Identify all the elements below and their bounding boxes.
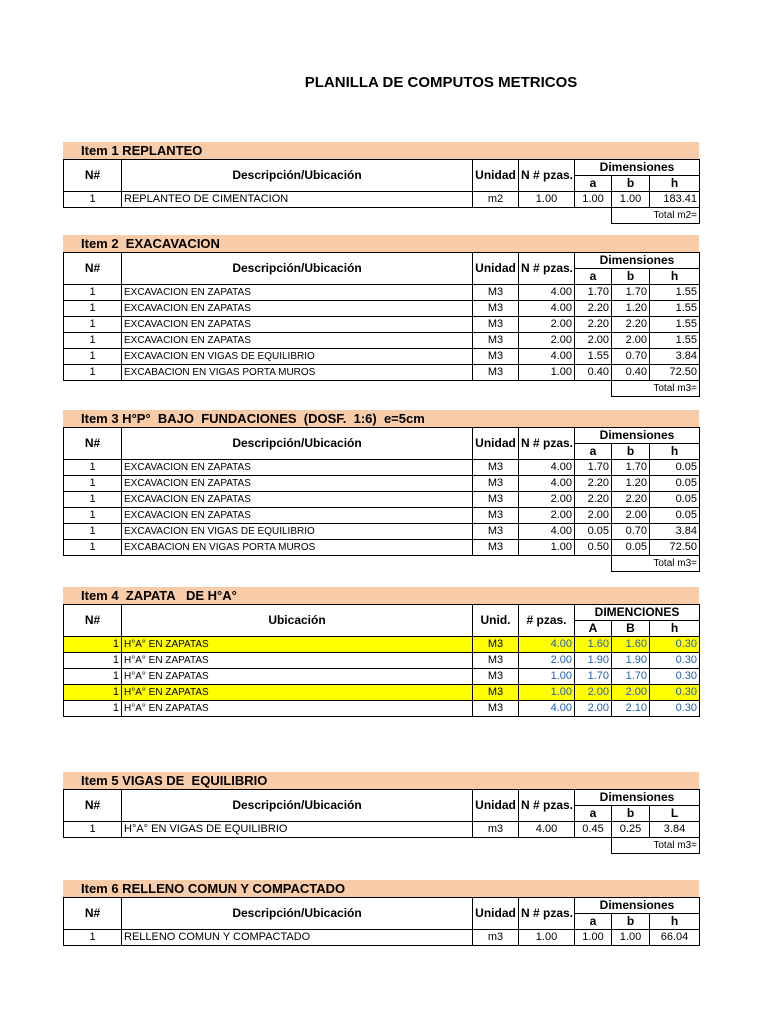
cell-desc: EXCAVACION EN ZAPATAS [122, 508, 473, 524]
cell-desc: H°A° EN VIGAS DE EQUILIBRIO [122, 822, 473, 838]
cell-desc: EXCAVACION EN VIGAS DE EQUILIBRIO [122, 349, 473, 365]
cell-a: 2.20 [575, 317, 612, 333]
cell-h: 0.30 [650, 669, 700, 685]
cell-b: 2.00 [612, 685, 650, 701]
table-row [64, 508, 700, 524]
col-a: a [575, 444, 612, 460]
col-pzas: N # pzas. [519, 790, 575, 822]
cell-desc: EXCAVACION EN VIGAS DE EQUILIBRIO [122, 524, 473, 540]
cell-n: 1 [64, 669, 122, 685]
table-row [64, 930, 700, 946]
cell-unit: m3 [473, 930, 519, 946]
table-row [64, 492, 700, 508]
cell-n: 1 [64, 285, 122, 301]
cell-unit: M3 [473, 460, 519, 476]
cell-unit: M3 [473, 301, 519, 317]
col-pzas: N # pzas. [519, 253, 575, 285]
col-desc: Descripción/Ubicación [122, 790, 473, 822]
col-a: a [575, 914, 612, 930]
cell-a: 1.70 [575, 669, 612, 685]
cell-unit: M3 [473, 333, 519, 349]
col-n: N# [64, 605, 122, 637]
cell-a: 2.20 [575, 476, 612, 492]
cell-desc: EXCAVACION EN ZAPATAS [122, 301, 473, 317]
cell-h: 72.50 [650, 540, 700, 556]
cell-desc: EXCAVACION EN ZAPATAS [122, 460, 473, 476]
cell-b: 2.00 [612, 508, 650, 524]
cell-pzas: 2.00 [519, 653, 575, 669]
cell-b: 1.20 [612, 476, 650, 492]
cell-desc: EXCAVACION EN ZAPATAS [122, 492, 473, 508]
col-unit: Unidad [473, 428, 519, 460]
cell-b: 0.70 [612, 524, 650, 540]
cell-b: 1.20 [612, 301, 650, 317]
cell-pzas: 1.00 [519, 365, 575, 381]
cell-h: 0.30 [650, 637, 700, 653]
cell-b: 2.20 [612, 492, 650, 508]
cell-n: 1 [64, 685, 122, 701]
cell-unit: M3 [473, 476, 519, 492]
table-row-highlighted [64, 637, 700, 653]
section-table [63, 252, 700, 397]
col-b: b [612, 806, 650, 822]
col-a: a [575, 269, 612, 285]
col-unit: Unidad [473, 790, 519, 822]
cell-desc: EXCAVACION EN ZAPATAS [122, 476, 473, 492]
cell-h: 66.04 [650, 930, 700, 946]
cell-n: 1 [64, 653, 122, 669]
col-dims: Dimensiones [575, 898, 700, 914]
col-pzas: N # pzas. [519, 428, 575, 460]
cell-h: 0.30 [650, 701, 700, 717]
cell-n: 1 [64, 365, 122, 381]
cell-pzas: 4.00 [519, 637, 575, 653]
col-unit: Unid. [473, 605, 519, 637]
cell-unit: M3 [473, 508, 519, 524]
cell-a: 2.00 [575, 701, 612, 717]
col-pzas: N # pzas. [519, 160, 575, 192]
cell-a: 1.60 [575, 637, 612, 653]
cell-n: 1 [64, 701, 122, 717]
col-b: b [612, 176, 650, 192]
cell-n: 1 [64, 822, 122, 838]
section-relleno [63, 880, 699, 946]
section-header: Item 2 EXACAVACION [63, 235, 699, 252]
cell-h: 3.84 [650, 822, 700, 838]
cell-a: 1.90 [575, 653, 612, 669]
cell-b: 2.00 [612, 333, 650, 349]
cell-h: 1.55 [650, 333, 700, 349]
cell-h: 1.55 [650, 285, 700, 301]
cell-h: 0.30 [650, 653, 700, 669]
col-desc: Descripción/Ubicación [122, 428, 473, 460]
col-pzas: N # pzas. [519, 898, 575, 930]
cell-unit: m2 [473, 192, 519, 208]
cell-unit: M3 [473, 685, 519, 701]
table-row [64, 349, 700, 365]
cell-h: 0.05 [650, 492, 700, 508]
cell-a: 0.50 [575, 540, 612, 556]
table-row [64, 192, 700, 208]
cell-pzas: 1.00 [519, 192, 575, 208]
col-h: L [650, 806, 700, 822]
col-a: A [575, 621, 612, 637]
section-vigas-equilibrio [63, 772, 699, 854]
col-b: B [612, 621, 650, 637]
cell-n: 1 [64, 476, 122, 492]
cell-n: 1 [64, 192, 122, 208]
cell-pzas: 4.00 [519, 476, 575, 492]
cell-desc: H°A° EN ZAPATAS [122, 685, 473, 701]
cell-n: 1 [64, 540, 122, 556]
cell-a: 1.00 [575, 930, 612, 946]
cell-unit: M3 [473, 492, 519, 508]
col-b: b [612, 444, 650, 460]
cell-pzas: 2.00 [519, 333, 575, 349]
table-row [64, 285, 700, 301]
cell-n: 1 [64, 317, 122, 333]
col-h: h [650, 621, 700, 637]
table-row [64, 365, 700, 381]
cell-unit: M3 [473, 365, 519, 381]
cell-h: 3.84 [650, 349, 700, 365]
section-table [63, 789, 700, 854]
cell-desc: EXCAVACION EN ZAPATAS [122, 317, 473, 333]
cell-a: 1.70 [575, 285, 612, 301]
cell-n: 1 [64, 930, 122, 946]
col-h: h [650, 176, 700, 192]
cell-pzas: 4.00 [519, 285, 575, 301]
cell-h: 0.05 [650, 476, 700, 492]
cell-pzas: 1.00 [519, 540, 575, 556]
cell-desc: EXCAVACION EN ZAPATAS [122, 333, 473, 349]
col-desc: Descripción/Ubicación [122, 160, 473, 192]
cell-desc: H°A° EN ZAPATAS [122, 653, 473, 669]
section-hp-bajo-fundaciones [63, 410, 699, 572]
cell-a: 0.05 [575, 524, 612, 540]
cell-b: 0.40 [612, 365, 650, 381]
cell-unit: M3 [473, 285, 519, 301]
cell-a: 0.45 [575, 822, 612, 838]
cell-n: 1 [64, 637, 122, 653]
col-dims: Dimensiones [575, 253, 700, 269]
cell-pzas: 4.00 [519, 524, 575, 540]
cell-a: 2.20 [575, 492, 612, 508]
table-row [64, 540, 700, 556]
cell-desc: EXCABACION EN VIGAS PORTA MUROS [122, 365, 473, 381]
cell-desc: REPLANTEO DE CIMENTACION [122, 192, 473, 208]
cell-b: 2.20 [612, 317, 650, 333]
table-row [64, 669, 700, 685]
section-table [63, 427, 700, 572]
cell-b: 0.70 [612, 349, 650, 365]
total-label: Total m2= [612, 208, 700, 224]
total-label: Total m3= [612, 556, 700, 572]
cell-b: 0.05 [612, 540, 650, 556]
col-n: N# [64, 428, 122, 460]
cell-h: 183.41 [650, 192, 700, 208]
cell-unit: M3 [473, 637, 519, 653]
cell-desc: H°A° EN ZAPATAS [122, 701, 473, 717]
cell-unit: M3 [473, 669, 519, 685]
cell-a: 2.00 [575, 333, 612, 349]
cell-a: 2.20 [575, 301, 612, 317]
cell-pzas: 1.00 [519, 669, 575, 685]
col-h: h [650, 269, 700, 285]
cell-h: 0.05 [650, 460, 700, 476]
cell-b: 2.10 [612, 701, 650, 717]
cell-a: 1.00 [575, 192, 612, 208]
col-dims: DIMENCIONES [575, 605, 700, 621]
cell-b: 1.70 [612, 460, 650, 476]
table-row [64, 701, 700, 717]
cell-n: 1 [64, 301, 122, 317]
cell-n: 1 [64, 460, 122, 476]
section-zapata [63, 587, 699, 717]
col-unit: Unidad [473, 898, 519, 930]
cell-unit: M3 [473, 349, 519, 365]
col-dims: Dimensiones [575, 428, 700, 444]
col-h: h [650, 914, 700, 930]
col-dims: Dimensiones [575, 790, 700, 806]
table-row [64, 822, 700, 838]
cell-h: 72.50 [650, 365, 700, 381]
cell-a: 2.00 [575, 508, 612, 524]
cell-desc: H°A° EN ZAPATAS [122, 637, 473, 653]
cell-n: 1 [64, 492, 122, 508]
section-header: Item 1 REPLANTEO [63, 142, 699, 159]
cell-n: 1 [64, 333, 122, 349]
table-row [64, 317, 700, 333]
col-n: N# [64, 790, 122, 822]
cell-h: 1.55 [650, 301, 700, 317]
cell-desc: H°A° EN ZAPATAS [122, 669, 473, 685]
table-row [64, 524, 700, 540]
cell-unit: M3 [473, 540, 519, 556]
cell-b: 1.00 [612, 930, 650, 946]
col-h: h [650, 444, 700, 460]
col-unit: Unidad [473, 160, 519, 192]
section-replanteo [63, 142, 699, 224]
section-table [63, 897, 700, 946]
section-table [63, 604, 700, 717]
cell-h: 1.55 [650, 317, 700, 333]
table-row [64, 301, 700, 317]
cell-desc: EXCAVACION EN ZAPATAS [122, 285, 473, 301]
col-pzas: # pzas. [519, 605, 575, 637]
cell-pzas: 4.00 [519, 301, 575, 317]
section-header: Item 5 VIGAS DE EQUILIBRIO [63, 772, 699, 789]
cell-pzas: 1.00 [519, 685, 575, 701]
cell-pzas: 4.00 [519, 349, 575, 365]
col-b: b [612, 914, 650, 930]
cell-pzas: 4.00 [519, 701, 575, 717]
col-unit: Unidad [473, 253, 519, 285]
cell-n: 1 [64, 349, 122, 365]
total-label: Total m3= [612, 838, 700, 854]
cell-h: 0.05 [650, 508, 700, 524]
section-excavacion [63, 235, 699, 397]
col-a: a [575, 806, 612, 822]
section-header: Item 3 H°P° BAJO FUNDACIONES (DOSF. 1:6) e=5cm [63, 410, 699, 427]
cell-b: 1.90 [612, 653, 650, 669]
col-dims: Dimensiones [575, 160, 700, 176]
cell-n: 1 [64, 508, 122, 524]
col-desc: Descripción/Ubicación [122, 898, 473, 930]
cell-unit: M3 [473, 317, 519, 333]
cell-b: 1.00 [612, 192, 650, 208]
cell-a: 1.70 [575, 460, 612, 476]
cell-desc: EXCABACION EN VIGAS PORTA MUROS [122, 540, 473, 556]
section-header: Item 6 RELLENO COMUN Y COMPACTADO [63, 880, 699, 897]
cell-b: 1.60 [612, 637, 650, 653]
cell-unit: M3 [473, 701, 519, 717]
cell-a: 1.55 [575, 349, 612, 365]
cell-pzas: 1.00 [519, 930, 575, 946]
col-n: N# [64, 160, 122, 192]
cell-unit: m3 [473, 822, 519, 838]
cell-b: 1.70 [612, 285, 650, 301]
cell-pzas: 4.00 [519, 822, 575, 838]
col-b: b [612, 269, 650, 285]
page-title: PLANILLA DE COMPUTOS METRICOS [304, 74, 578, 91]
section-table [63, 159, 700, 224]
total-label: Total m3= [612, 381, 700, 397]
cell-b: 0.25 [612, 822, 650, 838]
section-header: Item 4 ZAPATA DE H°A° [63, 587, 699, 604]
cell-a: 2.00 [575, 685, 612, 701]
cell-pzas: 4.00 [519, 460, 575, 476]
cell-pzas: 2.00 [519, 508, 575, 524]
col-desc: Ubicación [122, 605, 473, 637]
cell-desc: RELLENO COMUN Y COMPACTADO [122, 930, 473, 946]
cell-b: 1.70 [612, 669, 650, 685]
table-row [64, 333, 700, 349]
table-row [64, 476, 700, 492]
cell-pzas: 2.00 [519, 317, 575, 333]
cell-a: 0.40 [575, 365, 612, 381]
cell-h: 3.84 [650, 524, 700, 540]
cell-unit: M3 [473, 524, 519, 540]
table-row [64, 653, 700, 669]
col-n: N# [64, 253, 122, 285]
cell-h: 0.30 [650, 685, 700, 701]
col-a: a [575, 176, 612, 192]
table-row-highlighted [64, 685, 700, 701]
col-n: N# [64, 898, 122, 930]
cell-pzas: 2.00 [519, 492, 575, 508]
cell-n: 1 [64, 524, 122, 540]
col-desc: Descripción/Ubicación [122, 253, 473, 285]
cell-unit: M3 [473, 653, 519, 669]
table-row [64, 460, 700, 476]
